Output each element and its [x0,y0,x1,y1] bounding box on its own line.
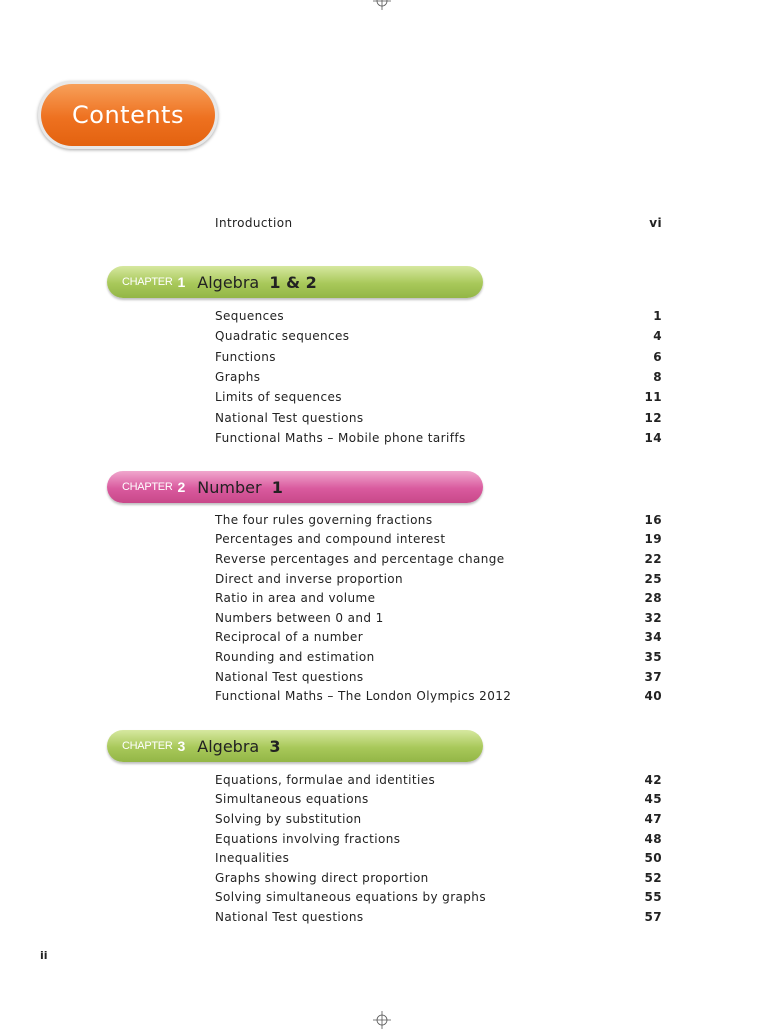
toc-entry-page: 8 [653,370,662,385]
toc-entry-page: 48 [644,831,662,846]
toc-row[interactable] [215,387,662,407]
toc-entry-page: vi [649,216,662,230]
toc-entry-title: Functional Maths – Mobile phone tariffs [215,430,466,445]
toc-entry-title: Solving by substitution [215,811,362,826]
toc-entry-title: Quadratic sequences [215,329,350,344]
chapter-1-entries [215,306,662,448]
toc-row[interactable] [215,888,662,908]
toc-row[interactable] [215,588,662,608]
toc-entry-title: Percentages and compound interest [215,532,446,547]
chapter-label: CHAPTER [122,276,173,288]
toc-entry-title: Simultaneous equations [215,792,369,807]
toc-entry-page: 14 [644,430,662,445]
toc-row[interactable] [215,868,662,888]
toc-row[interactable] [215,628,662,648]
page-number: ii [40,949,48,962]
toc-row[interactable] [215,306,662,326]
toc-entry-page: 37 [644,669,662,684]
toc-entry-page: 50 [644,851,662,866]
toc-entry-page: 57 [644,909,662,924]
chapter-number: 3 [177,738,186,754]
toc-entry-page: 35 [644,649,662,664]
toc-row[interactable] [215,510,662,530]
chapter-title [197,737,280,756]
chapter-title [197,273,316,292]
contents-heading-inner [41,84,215,146]
toc-entry-page: 32 [644,610,662,625]
toc-entry-title: Graphs showing direct proportion [215,870,429,885]
toc-row[interactable] [215,326,662,346]
toc-row[interactable] [215,667,662,687]
toc-entry-title: National Test questions [215,909,364,924]
toc-row[interactable] [215,347,662,367]
toc-row[interactable] [215,829,662,849]
toc-entry-page: 11 [644,390,662,405]
toc-entry-title: Solving simultaneous equations by graphs [215,890,486,905]
chapter-number: 2 [177,479,186,495]
toc-entry-title: Direct and inverse proportion [215,571,404,586]
toc-row-introduction[interactable] [215,216,662,230]
toc-entry-title: Equations, formulae and identities [215,772,436,787]
toc-entry-page: 52 [644,870,662,885]
chapter-title [197,478,283,497]
toc-entry-page: 34 [644,630,662,645]
toc-entry-page: 45 [644,792,662,807]
chapter-1-banner[interactable] [107,266,483,298]
toc-entry-title: Numbers between 0 and 1 [215,610,384,625]
toc-row[interactable] [215,569,662,589]
chapter-3-banner[interactable] [107,730,483,762]
toc-entry-title: Inequalities [215,851,290,866]
toc-row[interactable] [215,608,662,628]
toc-row[interactable] [215,647,662,667]
toc-entry-page: 40 [644,689,662,704]
registration-mark-icon [373,0,391,10]
toc-entry-page: 19 [644,532,662,547]
toc-row[interactable] [215,790,662,810]
toc-entry-title: The four rules governing fractions [215,512,433,527]
toc-row[interactable] [215,367,662,387]
toc-entry-title: National Test questions [215,669,364,684]
toc-entry-page: 12 [644,410,662,425]
toc-row[interactable] [215,907,662,927]
chapter-label: CHAPTER [122,481,173,493]
toc-entry-page: 1 [653,309,662,324]
toc-entry-title: Functional Maths – The London Olympics 2012 [215,689,512,704]
chapter-2-entries [215,510,662,706]
toc-entry-title: Equations involving fractions [215,831,401,846]
toc-row[interactable] [215,530,662,550]
chapter-title-bold: 1 [271,477,283,497]
toc-entry-page: 55 [644,890,662,905]
toc-entry-title: Sequences [215,309,285,324]
toc-row[interactable] [215,407,662,427]
toc-entry-title: National Test questions [215,410,364,425]
toc-row[interactable] [215,848,662,868]
toc-entry-page: 42 [644,772,662,787]
toc-entry-page: 16 [644,512,662,527]
toc-entry-page: 28 [644,591,662,606]
toc-row[interactable] [215,428,662,448]
toc-row[interactable] [215,549,662,569]
chapter-label: CHAPTER [122,740,173,752]
page-title: Contents [72,101,184,129]
toc-entry-title: Ratio in area and volume [215,591,376,606]
toc-row[interactable] [215,770,662,790]
toc-row[interactable] [215,686,662,706]
chapter-title-text: Number [197,477,262,497]
chapter-title-text: Algebra [197,736,260,756]
chapter-3-entries [215,770,662,927]
toc-entry-title: Reciprocal of a number [215,630,364,645]
toc-entry-page: 47 [644,811,662,826]
toc-entry-page: 22 [644,551,662,566]
chapter-title-bold: 1 & 2 [269,272,317,292]
toc-entry-page: 25 [644,571,662,586]
toc-entry-title: Reverse percentages and percentage change [215,551,505,566]
toc-entry-title: Graphs [215,370,261,385]
toc-row[interactable] [215,809,662,829]
chapter-title-text: Algebra [197,272,260,292]
chapter-number: 1 [177,274,186,290]
chapter-title-bold: 3 [269,736,281,756]
toc-entry-page: 4 [653,329,662,344]
chapter-2-banner[interactable] [107,471,483,503]
toc-entry-page: 6 [653,349,662,364]
contents-heading-badge [38,81,218,149]
toc-entry-title: Rounding and estimation [215,649,375,664]
toc-entry-title: Introduction [215,216,293,230]
toc-entry-title: Functions [215,349,276,364]
toc-entry-title: Limits of sequences [215,390,342,405]
registration-mark-icon [373,1011,391,1029]
